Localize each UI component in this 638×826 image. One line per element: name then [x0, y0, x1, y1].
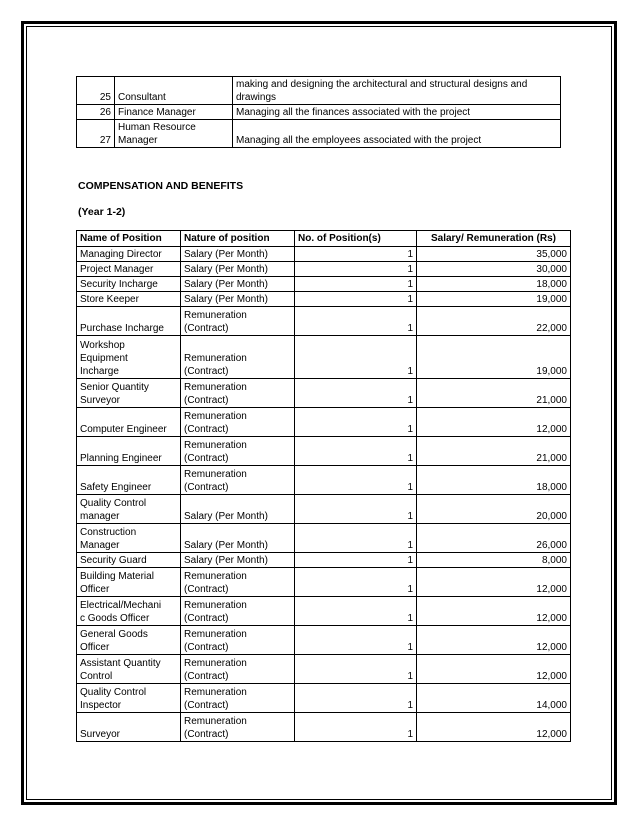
position-salary: 12,000	[417, 568, 571, 597]
position-nature: Remuneration (Contract)	[181, 408, 295, 437]
table-row	[77, 495, 571, 524]
position-name: Quality Control Inspector	[77, 684, 181, 713]
position-nature: Remuneration (Contract)	[181, 336, 295, 379]
role-number: 27	[77, 120, 115, 148]
position-count: 1	[295, 247, 417, 262]
position-salary: 21,000	[417, 437, 571, 466]
position-count: 1	[295, 292, 417, 307]
table-row	[77, 277, 571, 292]
position-salary: 8,000	[417, 553, 571, 568]
position-salary: 21,000	[417, 379, 571, 408]
position-salary: 12,000	[417, 655, 571, 684]
table-row	[77, 307, 571, 336]
position-count: 1	[295, 262, 417, 277]
role-description: making and designing the architectural and structural designs and drawings	[233, 77, 561, 105]
position-salary: 14,000	[417, 684, 571, 713]
header-salary: Salary/ Remuneration (Rs)	[417, 231, 571, 247]
position-name: Planning Engineer	[77, 437, 181, 466]
position-name: Building Material Officer	[77, 568, 181, 597]
position-salary: 22,000	[417, 307, 571, 336]
position-count: 1	[295, 684, 417, 713]
header-nature: Nature of position	[181, 231, 295, 247]
position-nature: Salary (Per Month)	[181, 262, 295, 277]
role-position: Finance Manager	[115, 105, 233, 120]
position-count: 1	[295, 524, 417, 553]
position-salary: 18,000	[417, 277, 571, 292]
position-count: 1	[295, 553, 417, 568]
position-count: 1	[295, 713, 417, 742]
table-row	[77, 524, 571, 553]
role-number: 26	[77, 105, 115, 120]
header-count: No. of Position(s)	[295, 231, 417, 247]
position-nature: Salary (Per Month)	[181, 277, 295, 292]
position-count: 1	[295, 568, 417, 597]
position-name: Computer Engineer	[77, 408, 181, 437]
table-row	[77, 437, 571, 466]
position-name: Electrical/Mechani c Goods Officer	[77, 597, 181, 626]
position-salary: 30,000	[417, 262, 571, 277]
table-row	[77, 466, 571, 495]
position-nature: Remuneration (Contract)	[181, 597, 295, 626]
position-salary: 12,000	[417, 626, 571, 655]
table-row	[77, 336, 571, 379]
position-count: 1	[295, 597, 417, 626]
position-count: 1	[295, 379, 417, 408]
position-nature: Salary (Per Month)	[181, 247, 295, 262]
position-nature: Remuneration (Contract)	[181, 655, 295, 684]
position-nature: Remuneration (Contract)	[181, 379, 295, 408]
table-row	[77, 597, 571, 626]
position-nature: Salary (Per Month)	[181, 292, 295, 307]
table-row	[77, 713, 571, 742]
table-row	[77, 684, 571, 713]
position-name: Store Keeper	[77, 292, 181, 307]
position-count: 1	[295, 336, 417, 379]
period-label: (Year 1-2)	[78, 206, 126, 218]
position-nature: Remuneration (Contract)	[181, 684, 295, 713]
position-salary: 12,000	[417, 597, 571, 626]
position-nature: Salary (Per Month)	[181, 553, 295, 568]
position-nature: Salary (Per Month)	[181, 524, 295, 553]
table-row	[77, 379, 571, 408]
roles-table	[76, 76, 561, 148]
position-name: Safety Engineer	[77, 466, 181, 495]
table-row	[77, 262, 571, 277]
table-row	[77, 292, 571, 307]
salary-table	[76, 230, 571, 742]
position-nature: Remuneration (Contract)	[181, 568, 295, 597]
position-nature: Remuneration (Contract)	[181, 307, 295, 336]
table-row	[77, 655, 571, 684]
table-row	[77, 77, 561, 105]
position-name: Security Incharge	[77, 277, 181, 292]
position-count: 1	[295, 495, 417, 524]
position-count: 1	[295, 437, 417, 466]
role-description: Managing all the finances associated with the project	[233, 105, 561, 120]
position-nature: Salary (Per Month)	[181, 495, 295, 524]
position-count: 1	[295, 408, 417, 437]
position-count: 1	[295, 307, 417, 336]
position-salary: 18,000	[417, 466, 571, 495]
position-nature: Remuneration (Contract)	[181, 437, 295, 466]
table-row	[77, 626, 571, 655]
position-name: Workshop Equipment Incharge	[77, 336, 181, 379]
position-name: Quality Control manager	[77, 495, 181, 524]
position-nature: Remuneration (Contract)	[181, 713, 295, 742]
position-salary: 19,000	[417, 336, 571, 379]
position-count: 1	[295, 277, 417, 292]
position-count: 1	[295, 655, 417, 684]
salary-table-header	[77, 231, 571, 247]
header-name: Name of Position	[77, 231, 181, 247]
position-name: Senior Quantity Surveyor	[77, 379, 181, 408]
position-salary: 12,000	[417, 713, 571, 742]
position-count: 1	[295, 626, 417, 655]
position-salary: 12,000	[417, 408, 571, 437]
position-name: Managing Director	[77, 247, 181, 262]
position-count: 1	[295, 466, 417, 495]
table-row	[77, 408, 571, 437]
position-name: Construction Manager	[77, 524, 181, 553]
position-nature: Remuneration (Contract)	[181, 626, 295, 655]
table-row	[77, 247, 571, 262]
role-position: Human Resource Manager	[115, 120, 233, 148]
position-name: Surveyor	[77, 713, 181, 742]
role-position: Consultant	[115, 77, 233, 105]
table-row	[77, 553, 571, 568]
position-name: Assistant Quantity Control	[77, 655, 181, 684]
position-name: Project Manager	[77, 262, 181, 277]
position-salary: 19,000	[417, 292, 571, 307]
section-title: COMPENSATION AND BENEFITS	[78, 180, 244, 192]
position-nature: Remuneration (Contract)	[181, 466, 295, 495]
role-number: 25	[77, 77, 115, 105]
position-salary: 35,000	[417, 247, 571, 262]
role-description: Managing all the employees associated with the project	[233, 120, 561, 148]
position-name: Purchase Incharge	[77, 307, 181, 336]
position-name: General Goods Officer	[77, 626, 181, 655]
position-salary: 26,000	[417, 524, 571, 553]
table-row	[77, 568, 571, 597]
table-row	[77, 105, 561, 120]
position-name: Security Guard	[77, 553, 181, 568]
table-row	[77, 120, 561, 148]
position-salary: 20,000	[417, 495, 571, 524]
